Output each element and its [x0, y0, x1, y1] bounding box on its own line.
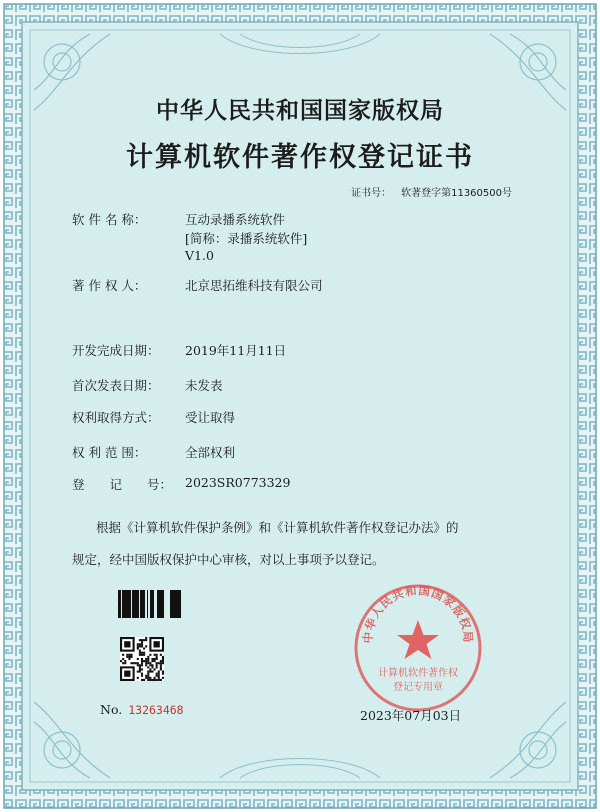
first-publish-date-label: 首次发表日期：: [72, 378, 160, 393]
acquisition-method-label: 权利取得方式：: [72, 410, 160, 425]
serial-number: [100, 702, 184, 717]
seal-inner-line-1: 计算机软件著作权: [378, 668, 458, 679]
software-name-line-2: [简称：录播系统软件]: [185, 231, 308, 246]
certificate-title: 计算机软件著作权登记证书: [126, 142, 474, 173]
issue-date: 2023年07月03日: [360, 708, 462, 723]
statement-line-2: 规定，经中国版权保护中心审核，对以上事项予以登记。: [72, 552, 385, 567]
completion-date-label: 开发完成日期：: [72, 343, 160, 358]
software-name-line-1: 互动录播系统软件: [185, 212, 286, 227]
acquisition-method-value: 受让取得: [185, 410, 236, 425]
owner-value: 北京思拓维科技有限公司: [185, 278, 323, 293]
seal-inner-line-2: 登记专用章: [393, 682, 443, 693]
serial-prefix: No.: [100, 702, 123, 717]
registration-no-value: 2023SR0773329: [185, 475, 291, 490]
barcode: [118, 590, 183, 618]
seal-outer-text: 中华人民共和国国家版权局: [360, 583, 476, 644]
issuing-authority: 中华人民共和国国家版权局: [156, 97, 444, 124]
qr-code: [120, 637, 164, 681]
statement-line-1: 根据《计算机软件保护条例》和《计算机软件著作权登记办法》的: [96, 520, 459, 535]
certificate-number: [351, 184, 512, 199]
seal-star-icon: [397, 620, 439, 659]
rights-scope-value: 全部权利: [185, 445, 236, 460]
completion-date-value: 2019年11月11日: [185, 343, 287, 358]
serial-number-value: 13263468: [128, 703, 184, 717]
registration-no-label: 登 记 号：: [72, 477, 173, 492]
certificate-number-label: 证书号：: [351, 188, 392, 199]
software-name-line-3: V1.0: [185, 248, 214, 263]
official-seal: [352, 582, 484, 714]
first-publish-date-value: 未发表: [185, 378, 223, 393]
owner-label: 著 作 权 人：: [72, 278, 147, 293]
software-name-label: 软 件 名 称：: [72, 212, 147, 227]
rights-scope-label: 权 利 范 围：: [72, 445, 147, 460]
certificate-number-value: 软著登字第11360500号: [401, 188, 512, 199]
